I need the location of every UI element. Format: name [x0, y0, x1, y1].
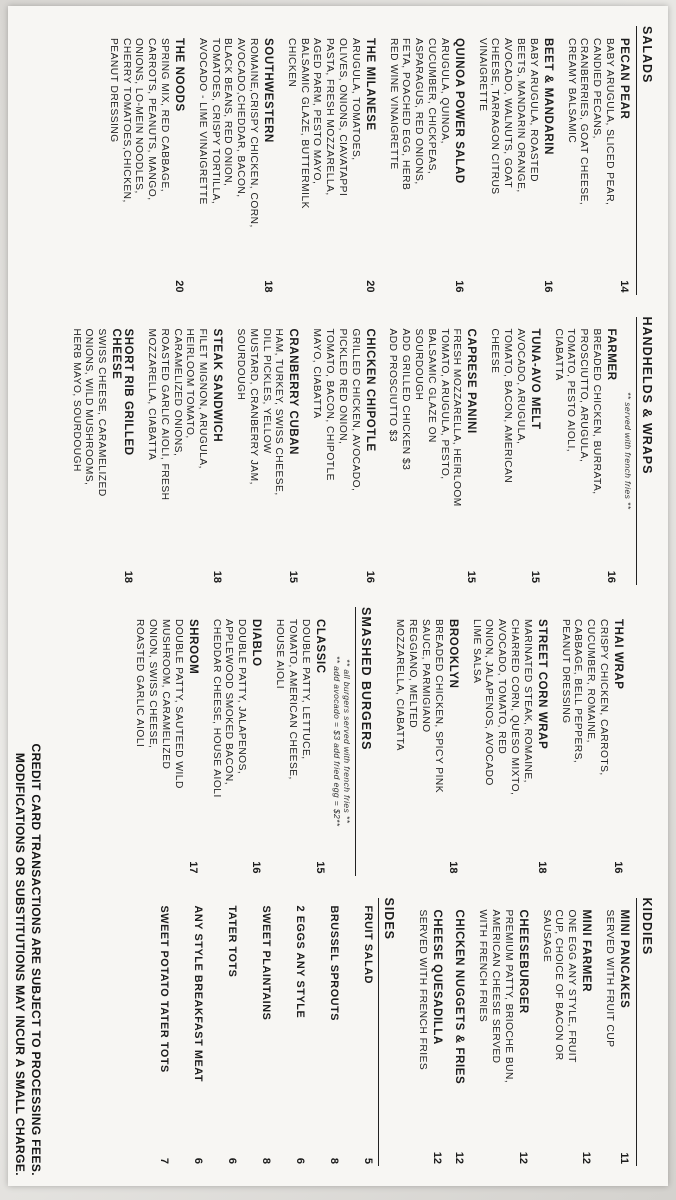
menu-item-name: CHEESEBURGER — [516, 909, 529, 1014]
menu-item-name: THE NOODS — [173, 38, 186, 112]
menu-item-description: CRISPY CHICKEN, CARROTS, CUCUMBER, ROMAINE, CABBAGE, BELL PEPPERS, PEANUT DRESSING — [559, 619, 609, 776]
wraps-burgers-column — [22, 607, 654, 876]
menu-item-price: 16 — [541, 280, 554, 293]
side-item — [362, 906, 374, 1167]
menu-item — [233, 329, 299, 586]
side-item — [260, 906, 272, 1167]
menu-item — [386, 329, 478, 586]
menu-item-description: SERVED WITH FRENCH FRIES — [417, 909, 429, 1071]
menu-item-price: 15 — [528, 570, 541, 583]
menu-item-price: 6 — [293, 1157, 306, 1164]
menu-item — [69, 329, 134, 586]
menu-item-header — [192, 906, 204, 1167]
side-item — [192, 906, 204, 1167]
menu-item-name: SWEET PLAINTAINS — [259, 905, 272, 1021]
menu-item-description: ARUGULA, TOMATOES, OLIVES, ONIONS, CIAVATAPPI PASTA, FRESH MOZZARELLA, AGED PARM, PESTO MAYO, BALSAMIC GLAZE, BUTTERMILK CHICKEN — [285, 38, 361, 209]
menu-item-header — [612, 619, 624, 876]
menu-item-description: MARINATED STEAK, ROMAINE, CHARRED CORN, QUESO MIXTO, AVOCADO, TOMATO, RED ONION, JALAPENOS, AVOCADO LIME SALSA — [470, 619, 533, 796]
menu-item-header — [529, 329, 541, 586]
menu-item-price: 15 — [287, 570, 300, 583]
menu-item-header — [262, 38, 274, 295]
menu-item-name: TUNA-AVO MELT — [528, 328, 541, 430]
menu-item — [393, 619, 459, 876]
handhelds-note: ** served with french fries ** — [623, 392, 633, 510]
menu-item-name: TATER TOTS — [225, 905, 238, 978]
wraps-list — [393, 607, 624, 876]
menu-item — [558, 619, 624, 876]
menu-item-name: CRANBERRY CUBAN — [287, 328, 300, 456]
menu-item-price: 5 — [361, 1157, 374, 1164]
menu-item-description: ROMAINE,CRISPY CHICKEN, CORN, AVOCADO,CHEDDAR, BACON, BLACK BEANS, RED ONION, TOMATOES, CRISPY TORTILLA, AVOCADO - LIME VINAIGRETTE — [196, 38, 260, 228]
menu-item-description: DOUBLE PATTY, LETTUCE, TOMATO, AMERICAN CHEESE, HOUSE AIOLI — [274, 619, 311, 780]
menu-item-price: 16 — [605, 570, 617, 583]
menu-item-name: BRUSSEL SPROUTS — [327, 905, 340, 1022]
menu-item-header — [517, 910, 529, 1167]
burgers-list — [133, 607, 326, 876]
side-item — [226, 906, 238, 1167]
menu-item-header — [465, 329, 477, 586]
menu-item-name: DIABLO — [250, 619, 263, 667]
menu-item-price: 18 — [535, 861, 548, 874]
menu-item-header — [294, 906, 306, 1167]
menu-item — [487, 329, 540, 586]
menu-item — [284, 38, 376, 295]
menu-item-header — [187, 619, 199, 876]
menu-item-header — [453, 910, 465, 1167]
menu-item-price: 20 — [363, 280, 376, 293]
salads-title: SALADS — [636, 26, 654, 295]
menu-item-header — [173, 38, 185, 295]
menu-item-name: CLASSIC — [313, 619, 326, 674]
menu-item-price: 11 — [618, 1152, 630, 1164]
menu-item-header — [328, 906, 340, 1167]
menu-item-header — [605, 329, 617, 586]
menu-item — [475, 910, 528, 1167]
menu-item-name: STREET CORN WRAP — [535, 619, 548, 750]
kiddies-list — [416, 898, 630, 1167]
handhelds-title: HANDHELDS & WRAPS — [636, 317, 654, 586]
sides-list — [158, 898, 374, 1167]
menu-item-name: MINI FARMER — [580, 909, 593, 993]
menu-item-description: GRILLED CHICKEN, AVOCADO, PICKLED RED ONION, TOMATO, BACON, CHIPOTLE MAYO, CIABATTA — [311, 328, 361, 492]
menu-item-name: CAPRESE PANINI — [465, 328, 478, 434]
menu-item — [144, 329, 223, 586]
menu-item-description: BREADED CHICKEN, SPICY PINK SAUCE, PARMIGIANO REGGIANO, MELTED MOZZARELLA, CIABATTA — [394, 619, 444, 794]
menu-item-header — [542, 38, 554, 295]
menu-item — [602, 910, 630, 1167]
side-item — [294, 906, 306, 1167]
menu-item — [416, 910, 444, 1167]
menu-item-name: MINI PANCAKES — [618, 909, 630, 1009]
menu-item-name: SWEET POTATO TATER TOTS — [157, 905, 170, 1073]
menu-item-price: 6 — [225, 1157, 238, 1164]
menu-item-name: SOUTHWESTERN — [262, 38, 275, 143]
kiddies-column — [22, 898, 654, 1167]
salads-list — [106, 26, 630, 295]
menu-item-price: 17 — [186, 861, 199, 874]
menu-item-description: DOUBLE PATTY, SAUTEED WILD MUSHROOM, CARAMELIZED ONION, SWISS CHEESE, ROASTED GARLIC AIOLI — [134, 619, 184, 789]
menu-item-header — [618, 910, 630, 1167]
menu-item-description: FILET MIGNON, ARUGULA, HEIRLOOM TOMATO, CARAMELIZED ONIONS, ROASTED GARLIC AIOLI, FRESH MOZZARELLA, CIABATTA — [146, 328, 209, 501]
menu-item — [564, 38, 630, 295]
footer-line-2: MODIFICATIONS OR SUBSTITUTIONS MAY INCUR A SMALL CHARGE. — [13, 752, 27, 1176]
menu-item — [469, 619, 548, 876]
menu-item-name: ANY STYLE BREAKFAST MEAT — [191, 905, 204, 1083]
menu-item-price: 16 — [452, 280, 465, 293]
menu-item-price: 12 — [516, 1151, 529, 1164]
menu-item-name: PECAN PEAR — [618, 38, 630, 120]
burgers-title: SMASHED BURGERS — [355, 607, 373, 876]
menu-item-price: 15 — [465, 570, 478, 583]
menu-item-price: 16 — [363, 570, 376, 583]
menu-item-name: FRUIT SALAD — [361, 905, 374, 985]
menu-item-description: DOUBLE PATTY, JALAPENOS, APPLEWOOD SMOKED BACON, CHEDDAR CHEESE, HOUSE AIOLI — [210, 619, 248, 798]
menu-item-description: HAM, TURKEY, SWISS CHEESE, DILL PICKLES, YELLOW MUSTARD, CRANBERRY JAM, SOURDOUGH — [235, 328, 285, 496]
menu-item-header — [287, 329, 299, 586]
menu-item-header — [110, 329, 134, 586]
burgers-note: ** all burgers served with french fries ** ** add avocado = $3 add fried egg = $2** — [331, 655, 352, 827]
side-item — [328, 906, 340, 1167]
menu-sheet — [8, 6, 668, 1186]
menu-item-description: SWISS CHEESE, CARAMELIZED ONIONS, WILD MUSHROOMS, HERB MAYO, SOURDOUGH — [70, 328, 108, 497]
handhelds-column — [22, 317, 654, 586]
menu-item-price: 16 — [612, 861, 624, 874]
menu-item-description: ONE EGG ANY STYLE, FRUIT CUP, CHOICE OF BACON OR SAUSAGE — [540, 909, 578, 1063]
menu-item-description: AVOCADO, ARUGULA, TOMATO, BACON, AMERICAN CHEESE — [489, 328, 526, 484]
menu-item — [453, 910, 465, 1167]
menu-item-header — [364, 329, 376, 586]
menu-item — [272, 619, 325, 876]
menu-item-price: 6 — [191, 1157, 204, 1164]
menu-item-header — [536, 619, 548, 876]
menu-item-header — [364, 38, 376, 295]
menu-item — [133, 619, 199, 876]
menu-item — [106, 38, 185, 295]
menu-item-header — [362, 906, 374, 1167]
handhelds-list — [69, 317, 617, 586]
menu-item-price: 18 — [122, 570, 135, 583]
menu-item-price: 18 — [446, 861, 459, 874]
menu-item-name: SHROOM — [186, 619, 199, 675]
menu-item-name: CHICKEN NUGGETS & FRIES — [453, 909, 466, 1085]
menu-item-description: FRESH MOZZARELLA, HEIRLOOM TOMATO, ARUGULA, PESTO, BALSAMIC GLAZE ON SOURDOUGH ADD GRILLED CHICKEN $3 ADD PROSCIUTTO $3 — [387, 328, 463, 507]
menu-item-header — [453, 38, 465, 295]
menu-item-description: PREMIUM PATTY, BRIOCHE BUN, AMERICAN CHEESE SERVED WITH FRENCH FRIES — [477, 909, 514, 1084]
menu-item-header — [447, 619, 459, 876]
menu-item-description: BABY ARUGULA, SLICED PEAR, CANDIED PECANS, CRANBERRIES, GOAT CHEESE, CREAMY BALSAMIC — [565, 38, 615, 206]
side-item — [158, 906, 170, 1167]
menu-item-price: 8 — [259, 1157, 272, 1164]
menu-item-price: 12 — [453, 1151, 466, 1164]
kiddies-title: KIDDIES — [636, 898, 654, 1167]
footer-notice — [12, 326, 44, 1176]
salads-column — [22, 26, 654, 295]
menu-item-header — [618, 38, 630, 295]
menu-item — [209, 619, 262, 876]
menu-item-price: 12 — [431, 1151, 444, 1164]
menu-item-price: 14 — [618, 280, 630, 293]
menu-item-header — [260, 906, 272, 1167]
menu-item-price: 16 — [250, 861, 263, 874]
menu-item-price: 8 — [327, 1157, 340, 1164]
sides-title: SIDES — [378, 898, 396, 1167]
menu-item-price: 18 — [211, 570, 224, 583]
menu-item — [475, 38, 554, 295]
menu-item-header — [250, 619, 262, 876]
menu-item — [539, 910, 592, 1167]
menu-item — [551, 329, 617, 586]
menu-item-name: QUINOA POWER SALAD — [452, 38, 465, 184]
menu-item-description: SPRING MIX, RED CABBAGE, CARROTS, PEANUTS, MANGO, ONIONS, LO-MEIN NOODLES, CHERRY TOMATOES,CHICKEN, PEANUT DRESSING — [107, 38, 171, 203]
menu-item-price: 20 — [173, 280, 186, 293]
menu-item-price: 12 — [580, 1151, 593, 1164]
menu-item — [309, 329, 375, 586]
menu-item-description: ARUGULA, QUINOA, CUCUMBER, CHICKPEAS, ASPARAGUS, RED ONIONS, FETA, POACHED EGG, HERB RED WINE VINAIGRETTE — [387, 38, 450, 191]
menu-item-name: BEET & MANDARIN — [541, 38, 554, 155]
menu-item — [195, 38, 274, 295]
menu-item-description: SERVED WITH FRUIT CUP — [604, 909, 615, 1048]
menu-item-price: 15 — [313, 861, 326, 874]
menu-item-header — [580, 910, 592, 1167]
menu-item-description: BREADED CHICKEN, BURRATA, PROSCIUTTO, ARUGULA, TOMATO, PESTO AIOLI, CIABATTA — [552, 328, 602, 495]
menu-item-header — [431, 910, 443, 1167]
menu-item — [386, 38, 465, 295]
menu-item-name: STEAK SANDWICH — [211, 328, 224, 443]
menu-item-name: FARMER — [605, 328, 617, 381]
menu-item-name: 2 EGGS ANY STYLE — [293, 905, 306, 1019]
menu-item-name: THAI WRAP — [612, 619, 624, 690]
menu-item-header — [211, 329, 223, 586]
menu-item-price: 7 — [157, 1157, 170, 1164]
menu-item-price: 18 — [262, 280, 275, 293]
footer-line-1: CREDIT CARD TRANSACTIONS ARE SUBJECT TO PROCESSING FEES. — [29, 743, 43, 1176]
menu-item-name: THE MILANESE — [363, 38, 376, 131]
menu-item-header — [314, 619, 326, 876]
menu-item-name: SHORT RIB GRILLED CHEESE — [110, 328, 135, 456]
menu-item-name: BROOKLYN — [446, 619, 459, 689]
menu-item-description: BABY ARUGULA, ROASTED BEETS, MANDARIN ORANGE, AVOCADO, WALNUTS, GOAT CHEESE, TARRAGON CITRUS VINAIGRETTE — [476, 38, 539, 195]
menu-item-name: CHICKEN CHIPOTLE — [363, 328, 376, 452]
menu-item-header — [158, 906, 170, 1167]
menu-item-name: CHEESE QUESADILLA — [431, 909, 444, 1045]
menu-item-header — [226, 906, 238, 1167]
